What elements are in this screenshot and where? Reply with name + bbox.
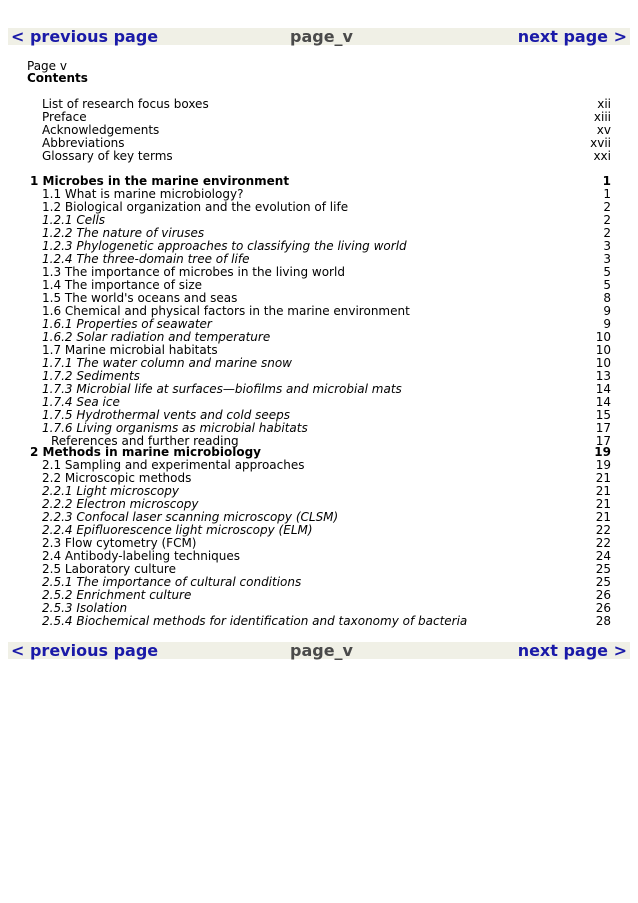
toc-page: 21 [595,510,611,524]
toc-page: 17 [595,434,611,448]
toc-page: 14 [595,382,611,396]
toc-label: 1.7 Marine microbial habitats [42,343,218,357]
toc-page: 9 [603,317,611,331]
toc-label: 1.6 Chemical and physical factors in the marine environment [42,304,410,318]
toc-page: 9 [603,304,611,318]
toc-label: 1.7.1 The water column and marine snow [42,356,292,370]
bottom-navigation-bar [8,642,630,659]
toc-label: 2.2 Microscopic methods [42,471,192,485]
toc-page: 17 [595,421,611,435]
toc-page: 26 [595,588,611,602]
toc-label: List of research focus boxes [42,97,209,111]
toc-label: 1.2.4 The three-domain tree of life [42,252,250,266]
toc-page: 10 [595,330,611,344]
toc-label: 1.6.1 Properties of seawater [42,317,212,331]
toc-label: 2.5 Laboratory culture [42,562,176,576]
toc-page: 10 [595,343,611,357]
contents-heading: Contents [27,71,88,85]
toc-row-subsection[interactable] [42,615,611,628]
toc-page: 26 [595,601,611,615]
previous-page-link[interactable]: < previous page [11,641,159,660]
toc-label: 1.6.2 Solar radiation and temperature [42,330,271,344]
toc-label: Preface [42,110,87,124]
toc-label: 2 Methods in marine microbiology [30,445,261,459]
toc-label: 1.1 What is marine microbiology? [42,187,244,201]
toc-page: 3 [603,239,611,253]
toc-page: 15 [595,408,611,422]
toc-page: 19 [594,445,611,459]
page-number-label: Page v [27,59,67,73]
toc-label: 2.5.1 The importance of cultural conditions [42,575,302,589]
toc-row-front[interactable] [42,98,611,111]
toc-page: xvii [590,136,611,150]
toc-label: 2.2.4 Epifluorescence light microscopy (ELM) [42,523,313,537]
toc-label: 2.5.4 Biochemical methods for identification and taxonomy of bacteria [42,614,468,628]
toc-row-subsection[interactable] [42,383,611,396]
toc-page: 19 [595,458,611,472]
toc-page: 25 [595,575,611,589]
toc-label: 1.7.2 Sediments [42,369,140,383]
toc-label: 1.2.3 Phylogenetic approaches to classifying the living world [42,239,407,253]
toc-label: 2.2.1 Light microscopy [42,484,179,498]
toc-page: 14 [595,395,611,409]
page-id-label: page_v [290,27,353,46]
toc-page: xiii [593,110,611,124]
toc-label: 2.5.2 Enrichment culture [42,588,192,602]
toc-page: 21 [595,471,611,485]
toc-label: 2.2.2 Electron microscopy [42,497,199,511]
toc-page: 3 [603,252,611,266]
toc-page: 5 [603,265,611,279]
toc-label: References and further reading [51,434,239,448]
toc-page: 25 [595,562,611,576]
top-navigation-bar [8,28,630,45]
toc-label: 1.7.6 Living organisms as microbial habitats [42,421,308,435]
toc-label: 2.2.3 Confocal laser scanning microscopy (CLSM) [42,510,339,524]
toc-label: 1.2.1 Cells [42,213,106,227]
toc-label: 1.7.3 Microbial life at surfaces—biofilms and microbial mats [42,382,402,396]
toc-label: 1.2 Biological organization and the evolution of life [42,200,349,214]
toc-label: 2.5.3 Isolation [42,601,128,615]
previous-page-link[interactable]: < previous page [11,27,159,46]
toc-page: 21 [595,484,611,498]
toc-row-front[interactable] [42,124,611,137]
toc-page: 24 [595,549,611,563]
toc-page: 22 [595,523,611,537]
toc-page: 5 [603,278,611,292]
toc-page: 1 [603,187,611,201]
toc-page: 2 [603,226,611,240]
toc-page: 2 [603,213,611,227]
toc-page: 10 [595,356,611,370]
toc-label: 1.3 The importance of microbes in the living world [42,265,345,279]
toc-page: 21 [595,497,611,511]
page-id-label: page_v [290,641,353,660]
toc-row-section[interactable] [42,201,611,214]
toc-label: 2.1 Sampling and experimental approaches [42,458,305,472]
toc-row-subsection[interactable] [42,589,611,602]
toc-label: 1.2.2 The nature of viruses [42,226,205,240]
toc-label: 1.7.5 Hydrothermal vents and cold seeps [42,408,291,422]
toc-label: 1.5 The world's oceans and seas [42,291,238,305]
toc-label: 2.3 Flow cytometry (FCM) [42,536,197,550]
toc-page: 22 [595,536,611,550]
next-page-link[interactable]: next page > [517,641,627,660]
toc-row-front[interactable] [42,150,611,163]
toc-label: Abbreviations [42,136,125,150]
toc-label: 1.4 The importance of size [42,278,203,292]
toc-label: 1.7.4 Sea ice [42,395,120,409]
toc-page: 8 [603,291,611,305]
toc-label: Glossary of key terms [42,149,173,163]
toc-page: 1 [602,174,611,188]
toc-label: Acknowledgements [42,123,160,137]
toc-page: xii [597,97,611,111]
toc-page: 28 [595,614,611,628]
toc-page: 13 [595,369,611,383]
toc-page: xv [596,123,611,137]
toc-label: 2.4 Antibody-labeling techniques [42,549,241,563]
toc-page: 2 [603,200,611,214]
toc-page: xxi [593,149,611,163]
toc-label: 1 Microbes in the marine environment [30,174,290,188]
next-page-link[interactable]: next page > [517,27,627,46]
